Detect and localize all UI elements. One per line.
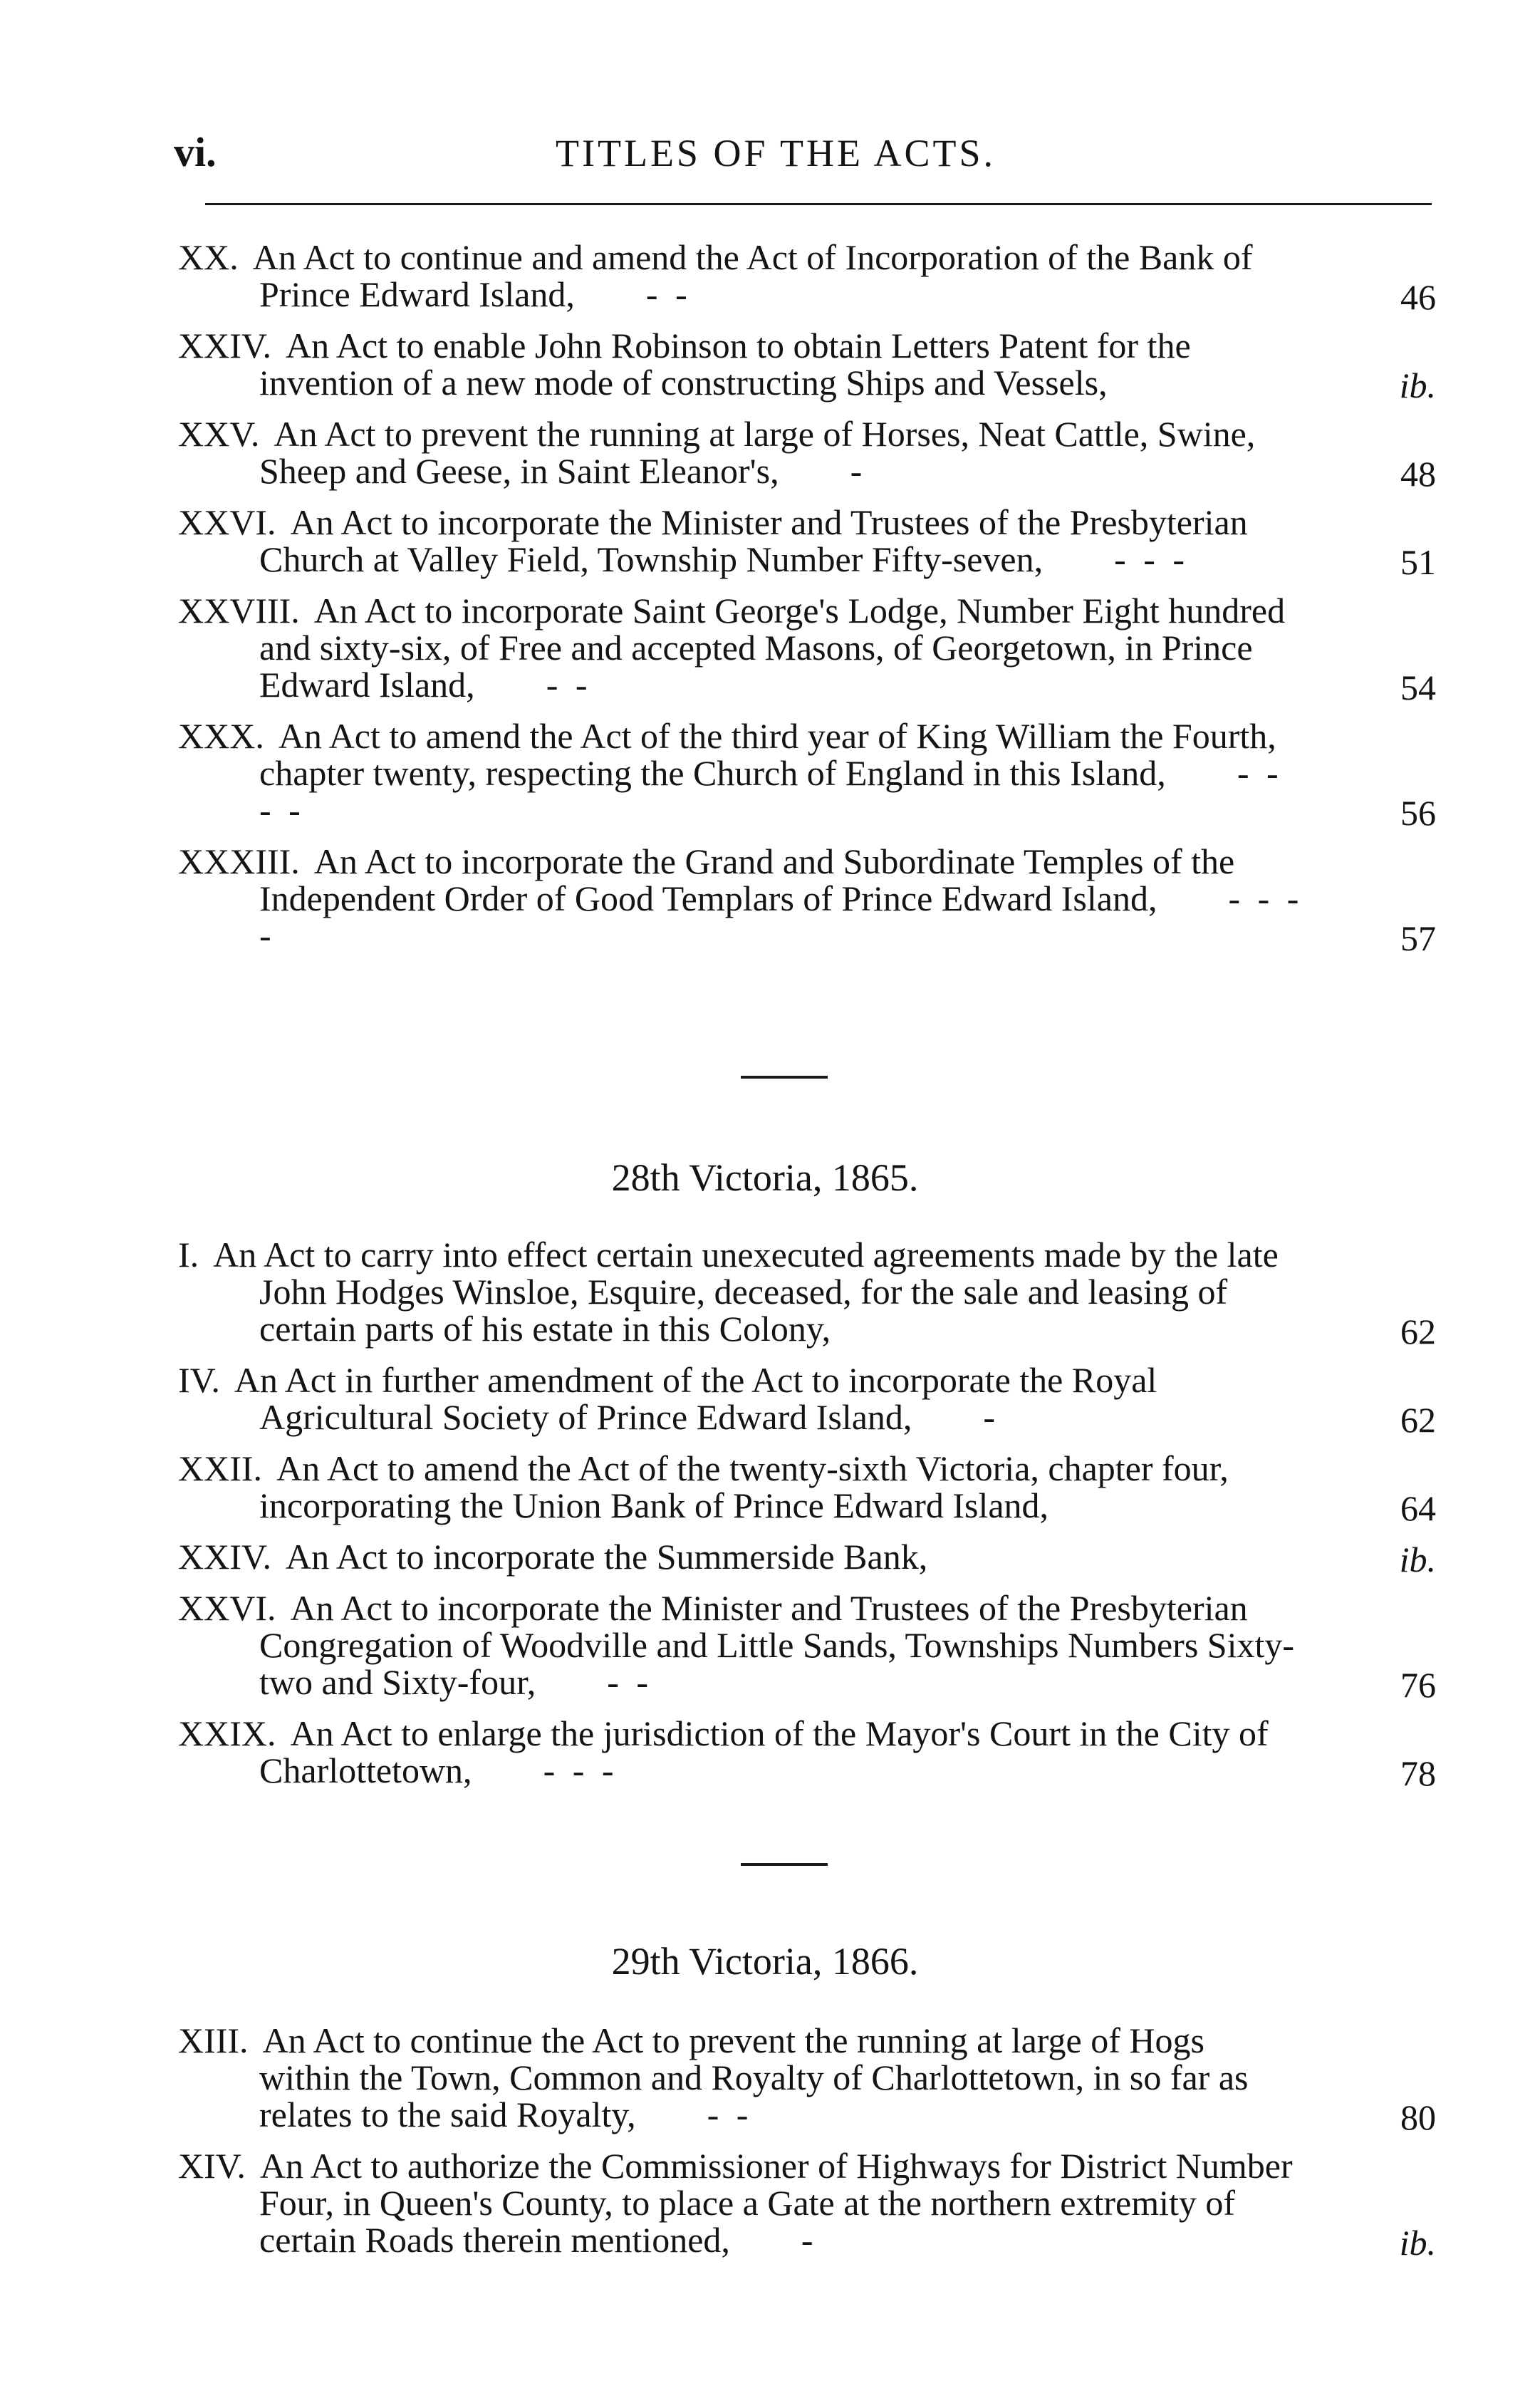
- act-entry: [178, 502, 1453, 582]
- act-entry-text: [178, 1715, 1303, 1789]
- act-page-reference: 76: [1400, 1665, 1436, 1705]
- act-title: An Act to authorize the Commissioner of Highways for District Number Four, in Queen's County, to place a Gate at the northern extremity of certain Roads therein mentioned,: [259, 2146, 1293, 2260]
- leader-dashes: - -: [645, 274, 692, 314]
- acts-list-continued: [178, 239, 1453, 968]
- act-title: An Act to incorporate the Summerside Bank,: [286, 1537, 928, 1577]
- leader-dashes: - - -: [1114, 539, 1190, 579]
- act-entry-text: [178, 592, 1303, 703]
- act-title: An Act to incorporate Saint George's Lodge, Number Eight hundred and sixty-six, of Free and accepted Masons, of Georgetown, in Prince Edward Island,: [259, 591, 1286, 705]
- act-chapter-number: XXX.: [178, 716, 264, 756]
- leader-dashes: -: [801, 2220, 818, 2260]
- act-entry-text: [178, 1589, 1303, 1701]
- act-title: An Act in further amendment of the Act to incorporate the Royal Agricultural Society of Prince Edward Island,: [234, 1360, 1157, 1437]
- section-divider: [741, 1076, 828, 1079]
- leader-dashes: - -: [546, 665, 592, 705]
- header-rule: [205, 203, 1432, 205]
- act-chapter-number: I.: [178, 1235, 199, 1275]
- act-chapter-number: XIV.: [178, 2146, 246, 2186]
- act-entry: [178, 2146, 1453, 2263]
- act-title: An Act to incorporate the Minister and Trustees of the Presbyterian Congregation of Woodville and Little Sands, Townships Numbers Sixty-two and Sixty-four,: [259, 1588, 1295, 1702]
- act-title: An Act to amend the Act of the third year of King William the Fourth, chapter twenty, respecting the Church of England in this Island,: [259, 716, 1276, 793]
- act-chapter-number: XXII.: [178, 1448, 263, 1488]
- act-title: An Act to incorporate the Minister and Trustees of the Presbyterian Church at Valley Field, Township Number Fifty-seven,: [259, 502, 1248, 579]
- running-head: [0, 128, 1530, 185]
- act-entry-text: [178, 1236, 1303, 1347]
- act-entry: [178, 1235, 1453, 1351]
- act-page-reference: 80: [1400, 2097, 1436, 2137]
- acts-list-1866: [178, 2022, 1453, 2273]
- act-chapter-number: XXVI.: [178, 502, 276, 542]
- act-chapter-number: XXVI.: [178, 1588, 276, 1628]
- act-entry-text: [178, 1538, 1303, 1575]
- page-number: vi.: [174, 129, 217, 175]
- leader-dashes: - - - -: [259, 878, 1303, 955]
- section-divider: [741, 1863, 828, 1866]
- act-page-reference: 48: [1400, 454, 1436, 494]
- leader-dashes: - - -: [543, 1750, 618, 1790]
- act-entry-text: [178, 843, 1303, 954]
- act-chapter-number: XIII.: [178, 2020, 249, 2060]
- act-entry-text: [178, 1450, 1303, 1524]
- act-chapter-number: XXIX.: [178, 1713, 276, 1753]
- act-page-reference: ib.: [1399, 2223, 1436, 2263]
- act-chapter-number: IV.: [178, 1360, 220, 1400]
- act-page-reference: 62: [1400, 1400, 1436, 1440]
- act-title: An Act to prevent the running at large of Horses, Neat Cattle, Swine, Sheep and Geese, in Saint Eleanor's,: [259, 414, 1256, 491]
- leader-dashes: -: [850, 451, 867, 491]
- act-entry: [178, 237, 1453, 317]
- act-entry-text: [178, 415, 1303, 489]
- act-entry: [178, 2020, 1453, 2137]
- act-title: An Act to incorporate the Grand and Subordinate Temples of the Independent Order of Good Templars of Prince Edward Island,: [259, 841, 1235, 918]
- act-chapter-number: XXV.: [178, 414, 260, 454]
- act-chapter-number: XX.: [178, 237, 239, 277]
- act-page-reference: ib.: [1399, 365, 1436, 405]
- leader-dashes: -: [983, 1397, 1000, 1437]
- act-entry: [178, 1448, 1453, 1528]
- act-chapter-number: XXXIII.: [178, 841, 300, 881]
- act-chapter-number: XXVIII.: [178, 591, 300, 630]
- act-entry: [178, 414, 1453, 494]
- act-page-reference: 78: [1400, 1753, 1436, 1793]
- act-entry-text: [178, 717, 1303, 829]
- act-page-reference: 57: [1400, 918, 1436, 958]
- leader-dashes: - -: [707, 2095, 753, 2134]
- act-entry: [178, 716, 1453, 833]
- act-title: An Act to carry into effect certain unexecuted agreements made by the late John Hodges Winsloe, Esquire, deceased, for the sale and leasing of certain parts of his estate in this Colony,: [213, 1235, 1279, 1349]
- act-page-reference: 56: [1400, 793, 1436, 833]
- act-page-reference: 54: [1400, 668, 1436, 707]
- act-entry-text: [178, 2022, 1303, 2133]
- act-entry: [178, 1588, 1453, 1705]
- act-entry-text: [178, 504, 1303, 578]
- act-entry: [178, 591, 1453, 707]
- act-chapter-number: XXIV.: [178, 1537, 272, 1577]
- act-page-reference: 62: [1400, 1312, 1436, 1351]
- act-entry: [178, 326, 1453, 405]
- act-title: An Act to continue the Act to prevent the running at large of Hogs within the Town, Common and Royalty of Charlottetown, in so far as relates to the said Royalty,: [259, 2020, 1249, 2134]
- acts-list-1865: [178, 1236, 1453, 1803]
- page-title: TITLES OF THE ACTS.: [556, 132, 996, 175]
- leader-dashes: - - - -: [259, 753, 1283, 830]
- act-entry-text: [178, 239, 1303, 313]
- act-page-reference: 64: [1400, 1488, 1436, 1528]
- section-heading-1865: 28th Victoria, 1865.: [611, 1156, 919, 1199]
- act-entry-text: [178, 2147, 1303, 2258]
- act-entry: [178, 841, 1453, 958]
- act-entry: [178, 1713, 1453, 1793]
- act-title: An Act to continue and amend the Act of Incorporation of the Bank of Prince Edward Island,: [252, 237, 1253, 314]
- act-entry-text: [178, 327, 1303, 401]
- act-chapter-number: XXIV.: [178, 326, 272, 365]
- act-title: An Act to amend the Act of the twenty-sixth Victoria, chapter four, incorporating the Union Bank of Prince Edward Island,: [259, 1448, 1229, 1525]
- act-entry: [178, 1537, 1453, 1579]
- act-entry: [178, 1360, 1453, 1440]
- leader-dashes: - -: [607, 1662, 653, 1702]
- act-title: An Act to enable John Robinson to obtain Letters Patent for the invention of a new mode of constructing Ships and Vessels,: [259, 326, 1191, 403]
- act-page-reference: ib.: [1399, 1540, 1436, 1579]
- act-title: An Act to enlarge the jurisdiction of the Mayor's Court in the City of Charlottetown,: [259, 1713, 1269, 1790]
- act-page-reference: 46: [1400, 277, 1436, 317]
- act-entry-text: [178, 1361, 1303, 1436]
- section-heading-1866: 29th Victoria, 1866.: [611, 1940, 919, 1983]
- act-page-reference: 51: [1400, 542, 1436, 582]
